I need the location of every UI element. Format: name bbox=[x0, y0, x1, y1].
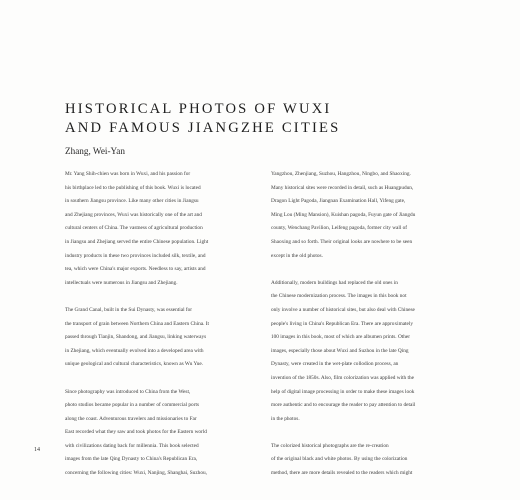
text-line: East recorded what they saw and took photos for the Eastern world bbox=[65, 429, 207, 436]
text-line: intellectuals were numerous in Jiangsu and Zhejiang. bbox=[65, 279, 178, 286]
text-line: only involve a number of historical sites, but also deal with Chinese bbox=[271, 306, 415, 313]
text-line: method, there are more details revealed to the readers which might bbox=[271, 470, 413, 477]
text-line: people's living in China's Republican Era. There are approximately bbox=[271, 320, 413, 327]
text-line: tea, which were China's major exports. Needless to say, artists and bbox=[65, 266, 206, 273]
text-line: unique geological and cultural characteristics, known as Wu Yue. bbox=[65, 361, 204, 368]
text-line: invention of the 1850s. Also, film colorization was applied with the bbox=[271, 374, 414, 381]
text-line: Dynasty, were created in the wet-plate collodion process, an bbox=[271, 361, 399, 368]
page-title bbox=[65, 100, 485, 138]
body-paragraph bbox=[271, 440, 478, 481]
text-line: more authentic and to encourage the reader to pay attention to detail bbox=[271, 402, 416, 409]
text-line: Mr. Yang Shih-chien was born in Wuxi, and his passion for bbox=[65, 171, 191, 177]
text-line: of the original black and white photos. By using the colorization bbox=[271, 456, 408, 463]
left-column bbox=[65, 168, 272, 481]
text-line: in southern Jiangsu province. Like many other cities in Jiangsu bbox=[65, 198, 199, 205]
body-paragraph bbox=[271, 277, 478, 427]
text-line: the Chinese modernization process. The images in this book not bbox=[271, 293, 407, 300]
body-paragraph bbox=[65, 168, 272, 290]
text-line: The colorized historical photographs are the re-creation bbox=[271, 442, 389, 449]
body-paragraph bbox=[65, 304, 272, 372]
text-line: in Jiangsu and Zhejiang served the entire Chinese population. Light bbox=[65, 238, 209, 245]
page-number: 14 bbox=[34, 447, 40, 453]
title-line: AND FAMOUS JIANGZHE CITIES bbox=[65, 120, 341, 136]
text-line: industry products in these two provinces included silk, textile, and bbox=[65, 252, 206, 259]
text-line: his birthplace led to the publishing of this book. Wuxi is located bbox=[65, 184, 201, 191]
body-paragraph bbox=[65, 386, 272, 481]
right-column bbox=[271, 168, 478, 481]
text-line: concerning the following cities: Wuxi, Nanjing, Shanghai, Suzhou, bbox=[65, 470, 207, 477]
text-line: Dragon Light Pagoda, Jiangnan Examination Hall, Yifeng gate, bbox=[271, 198, 406, 205]
text-line: passed through Tianjin, Shandong, and Jiangsu, linking waterways bbox=[65, 334, 207, 341]
text-line: The Grand Canal, built in the Sui Dynasty, was essential for bbox=[65, 306, 193, 313]
text-line: the transport of grain between Northern China and Eastern China. It bbox=[65, 320, 210, 327]
text-line: Additionally, modern buildings had replaced the old ones in bbox=[271, 279, 398, 286]
title-line: HISTORICAL PHOTOS OF WUXI bbox=[65, 101, 332, 117]
text-line: images from the late Qing Dynasty to China's Republican Era, bbox=[65, 456, 198, 463]
text-line: Many historical sites were recorded in detail, such as Huangpudun, bbox=[271, 184, 414, 191]
text-line: except in the old photos. bbox=[271, 252, 323, 259]
body-paragraph bbox=[271, 168, 478, 263]
text-line: photo studios became popular in a number of commercial ports bbox=[65, 402, 200, 409]
text-line: in the photos. bbox=[271, 415, 300, 422]
author-name: Zhang, Wei-Yan bbox=[65, 146, 125, 156]
text-line: images, especially those about Wuxi and Suzhou in the late Qing bbox=[271, 347, 409, 354]
text-line: help of digital image processing in order to make these images look bbox=[271, 388, 415, 395]
text-line: 100 images in this book, most of which are albumen prints. Other bbox=[271, 334, 411, 341]
text-line: cultural centers of China. The vastness of agricultural production bbox=[65, 225, 203, 232]
text-line: county, Wenchang Pavilion, Leifeng pagoda, former city wall of bbox=[271, 225, 408, 232]
text-line: Ming Lou (Ming Mansion), Kuishan pagoda, Fuyun gate of Jiangdu bbox=[271, 211, 416, 218]
text-line: in Zhejiang, which eventually evolved into a developed area with bbox=[65, 347, 204, 354]
text-line: Shaoxing and so forth. Their original looks are nowhere to be seen bbox=[271, 238, 413, 245]
text-line: along the coast. Adventurous travelers and missionaries to Far bbox=[65, 415, 197, 422]
text-line: and Zhejiang provinces, Wuxi was historically one of the art and bbox=[65, 211, 202, 218]
text-line: Since photography was introduced to China from the West, bbox=[65, 388, 191, 395]
text-line: Yangzhou, Zhenjiang, Suzhou, Hangzhou, Ningbo, and Shaoxing. bbox=[271, 171, 411, 177]
text-line: with civilizations dating back for millennia. This book selected bbox=[65, 442, 199, 449]
